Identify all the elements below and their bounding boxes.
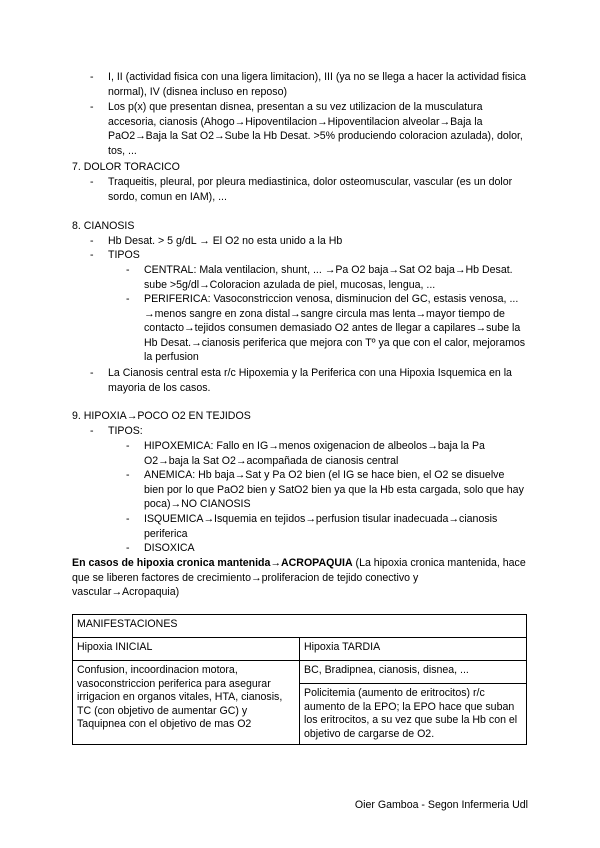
cell-inicial: Confusion, incoordinacion motora, vasoconstriccion periferica para asegurar irrigacion en organos vitales, HTA, cianosis, TC (con objetivo de aumentar GC) y Taquipnea con el objetivo de mas O2: [73, 661, 300, 745]
heading-cianosis: 8. CIANOSIS: [72, 220, 135, 232]
cell-tardia-2: Policitemia (aumento de eritrocitos) r/c aumento de la EPO; la EPO hace que suban los eritrocitos, a su vez que sube la Hb con el objetivo de cargarse de O2.: [300, 684, 527, 745]
text-nyha-classes: I, II (actividad fisica con una ligera limitacion), III (ya no se llega a hacer la actividad fisica normal), IV (disnea incluso en reposo): [108, 71, 527, 98]
text-disoxica: DISOXICA: [144, 542, 195, 554]
bullet-hb-desat: - Hb Desat. > 5 g/dL → El O2 no esta unido a la Hb: [90, 234, 530, 249]
footer-author: Oier Gamboa - Segon Infermeria Udl: [354, 799, 528, 811]
text-cianosis-central: CENTRAL: Mala ventilacion, shunt, ... →Pa O2 baja→Sat O2 baja→Hb Desat. sube >5g/dl→Coloracion azulada de piel, mucosas, lengua, ...: [144, 264, 513, 291]
bullet-nyha-classes: - I, II (actividad fisica con una ligera limitacion), III (ya no se llega a hacer la actividad fisica normal), IV (disnea incluso en reposo): [90, 70, 530, 99]
acropaquia-bold: En casos de hipoxia cronica mantenida→ACROPAQUIA: [72, 557, 353, 569]
heading-dolor-toracico: 7. DOLOR TORACICO: [72, 161, 180, 173]
col-hipoxia-inicial: Hipoxia INICIAL: [73, 638, 300, 661]
text-hipoxemica: HIPOXEMICA: Fallo en IG→menos oxigenacion de albeolos→baja la Pa O2→baja la Sat O2→acompañada de cianosis central: [144, 440, 485, 467]
heading-hipoxia: 9. HIPOXIA→POCO O2 EN TEJIDOS: [72, 410, 251, 422]
bullet-dolor-toracico: - Traqueitis, pleural, por pleura mediastinica, dolor osteomuscular, vascular (es un dolor sordo, comun en IAM), ...: [90, 175, 530, 204]
bullet-cianosis-periferica: - PERIFERICA: Vasoconstriccion venosa, disminucion del GC, estasis venosa, ... →menos sangre en zona distal→sangre circula mas lenta→mayor tiempo de contacto→tejidos consumen demasiado O2 antes de llegar a capilares→sube la Hb Desat.→cianosis periferica que mejora con Tº ya que con el calor, mejoramos la perfusion: [126, 293, 526, 364]
bullet-disoxica: - DISOXICA: [126, 541, 526, 556]
manifestaciones-table: [72, 614, 527, 745]
col-hipoxia-tardia: Hipoxia TARDIA: [300, 638, 527, 661]
text-cianosis-relacion: La Cianosis central esta r/c Hipoxemia y la Periferica con una Hipoxia Isquemica en la mayoria de los casos.: [108, 367, 512, 394]
text-disnea-signs: Los p(x) que presentan disnea, presentan a su vez utilizacion de la musculatura accesoria, cianosis (Ahogo→Hipoventilacion→Hipoventilacion alveolar→Baja la PaO2→Baja la Sat O2→Sube la Hb Desat. >5% produciendo coloracion azulada), dolor, tos, ...: [108, 101, 523, 157]
bullet-cianosis-tipos: - TIPOS: [90, 248, 530, 263]
bullet-hipoxia-tipos: - TIPOS:: [90, 424, 530, 439]
text-cianosis-tipos: TIPOS: [108, 249, 140, 261]
table-header: MANIFESTACIONES: [73, 615, 527, 638]
bullet-anemica: - ANEMICA: Hb baja→Sat y Pa O2 bien (el IG se hace bien, el O2 se disuelve bien por lo que PaO2 bien y SatO2 bien ya que la Hb esta cargada, solo que hay poca)→NO CIANOSIS: [126, 468, 526, 512]
text-dolor-toracico: Traqueitis, pleural, por pleura mediastinica, dolor osteomuscular, vascular (es un dolor sordo, comun en IAM), ...: [108, 176, 513, 203]
bullet-cianosis-central: - CENTRAL: Mala ventilacion, shunt, ... →Pa O2 baja→Sat O2 baja→Hb Desat. sube >5g/dl→Coloracion azulada de piel, mucosas, lengua, ...: [126, 263, 526, 292]
paragraph-acropaquia: [72, 556, 527, 600]
bullet-hipoxemica: - HIPOXEMICA: Fallo en IG→menos oxigenacion de albeolos→baja la Pa O2→baja la Sat O2→acompañada de cianosis central: [126, 439, 526, 468]
text-cianosis-periferica: PERIFERICA: Vasoconstriccion venosa, disminucion del GC, estasis venosa, ... →menos sangre en zona distal→sangre circula mas lenta→mayor tiempo de contacto→tejidos consumen demasiado O2 antes de llegar a capilares→sube la Hb Desat.→cianosis periferica que mejora con Tº ya que con el calor, mejoramos la perfusion: [144, 293, 526, 364]
acropaquia-rest: (La hipoxia cronica mantenida, hace que se liberen factores de crecimiento→proliferacion de tejido conectivo y vascular→Acropaquia): [72, 557, 526, 599]
text-hb-desat: Hb Desat. > 5 g/dL → El O2 no esta unido a la Hb: [108, 235, 343, 247]
bullet-cianosis-relacion: - La Cianosis central esta r/c Hipoxemia y la Periferica con una Hipoxia Isquemica en la mayoria de los casos.: [90, 366, 530, 395]
bullet-isquemica: - ISQUEMICA→Isquemia en tejidos→perfusion tisular inadecuada→cianosis periferica: [126, 512, 526, 541]
text-hipoxia-tipos: TIPOS:: [108, 425, 143, 437]
bullet-disnea-signs: - Los p(x) que presentan disnea, presentan a su vez utilizacion de la musculatura accesoria, cianosis (Ahogo→Hipoventilacion→Hipoventilacion alveolar→Baja la PaO2→Baja la Sat O2→Sube la Hb Desat. >5% produciendo coloracion azulada), dolor, tos, ...: [90, 100, 530, 158]
cell-tardia-1: BC, Bradipnea, cianosis, disnea, ...: [300, 661, 527, 684]
text-anemica: ANEMICA: Hb baja→Sat y Pa O2 bien (el IG se hace bien, el O2 se disuelve bien por lo que PaO2 bien y SatO2 bien ya que la Hb esta cargada, solo que hay poca)→NO CIANOSIS: [144, 469, 524, 511]
text-isquemica: ISQUEMICA→Isquemia en tejidos→perfusion tisular inadecuada→cianosis periferica: [144, 513, 498, 540]
